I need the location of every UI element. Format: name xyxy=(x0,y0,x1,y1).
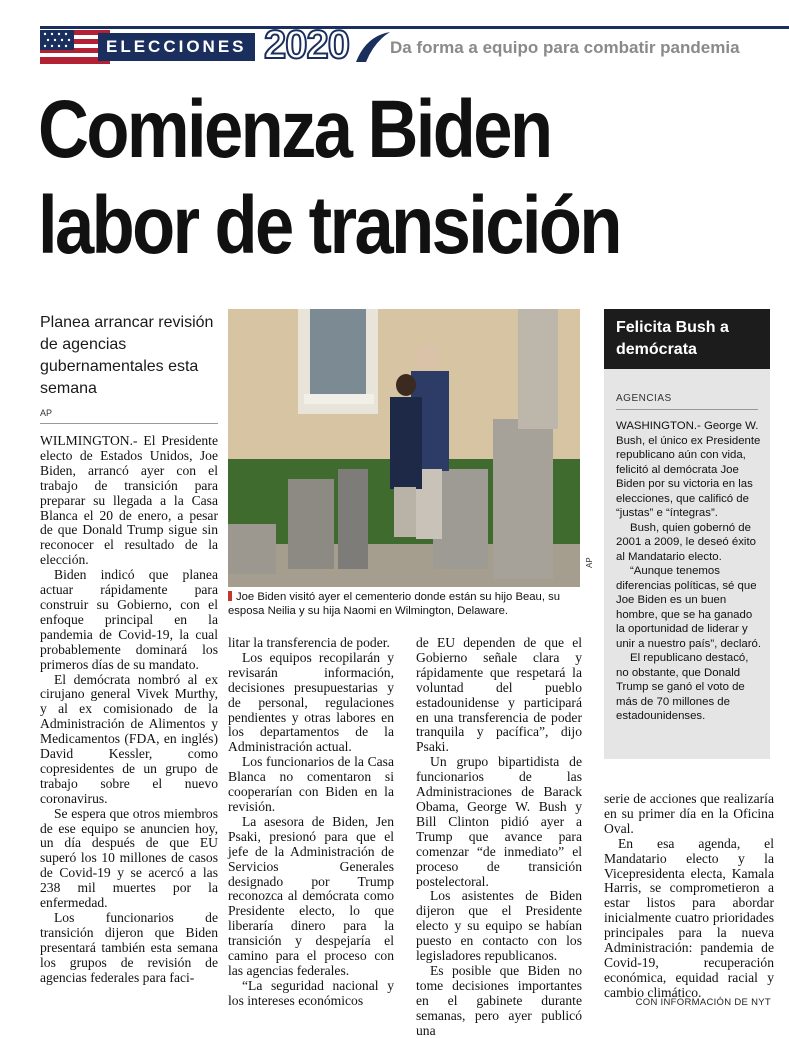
paragraph: Un grupo bipartidista de funcionarios de las Administraciones de Barack Obama, George W. Bush y Bill Clinton pidió ayer a Trump que avance para comenzar “de inmediato” el proceso de transición postelectoral. xyxy=(416,754,582,889)
paragraph: litar la transferencia de poder. xyxy=(228,635,390,650)
sidebar-title: Felicita Bush a demócrata xyxy=(604,309,770,369)
sidebar-divider xyxy=(616,409,758,410)
paragraph: Es posible que Biden no tome decisiones importantes en el gabinete durante semanas, pero ayer publicó una xyxy=(416,962,582,1038)
caption-text: Joe Biden visitó ayer el cementerio donde están su hijo Beau, su esposa Neilia y su hija Naomi en Wilmington, Delaware. xyxy=(228,591,561,617)
article-column-4 xyxy=(604,792,774,1001)
paragraph: de EU dependen de que el Gobierno señale clara y rápidamente que respetará la voluntad del pueblo estadounidense y participará en una transferencia de poder tranquila y pacífica”, dijo Psaki. xyxy=(416,635,582,755)
paragraph: El demócrata nombró al ex cirujano general Vivek Murthy, y al ex comisionado de la Administración de Alimentos y Medicamentos (FDA, en inglés) David Kessler, como copresidentes de un grupo de trabajo sobre el nuevo coronavirus. xyxy=(40,671,218,806)
headline-line-2: labor de transición xyxy=(38,180,620,271)
sidebar-source: AGENCIAS xyxy=(616,393,672,404)
article-column-1 xyxy=(40,434,218,986)
paragraph: En esa agenda, el Mandatario electo y la Vicepresidenta electa, Kamala Harris, se comprometieron a estar listos para abordar inicialmente cuatro prioridades principales para la nueva Administración: pandemia de Covid-19, recuperación económica, equidad racial y cambio climático. xyxy=(604,835,774,1000)
header-rule xyxy=(40,26,789,29)
swoosh-graphic xyxy=(352,30,392,64)
section-header xyxy=(0,0,789,66)
news-photo xyxy=(228,309,580,587)
paragraph: Los asistentes de Biden dijeron que el Presidente electo y su equipo se habían puesto en contacto con los legisladores republicanos. xyxy=(416,888,582,964)
paragraph: serie de acciones que realizaría en su primer día en la Oficina Oval. xyxy=(604,791,774,836)
section-label: ELECCIONES xyxy=(98,33,255,61)
paragraph: “Aunque tenemos diferencias políticas, sé que Joe Biden es un buen hombre, que se ha ganado la oportunidad de liderar y unir a nuestro país”, declaró. xyxy=(616,565,761,650)
paragraph: Los funcionarios de la Casa Blanca no comentaron si cooperarían con Biden en la revisión. xyxy=(228,754,394,814)
deck-subheadline: Planea arrancar revisión de agencias gubernamentales esta semana xyxy=(40,314,214,397)
headline xyxy=(38,82,674,274)
paragraph: La asesora de Biden, Jen Psaki, presionó para que el jefe de la Administración de Servicios Generales designado por Trump reconozca al demócrata como Presidente electo, lo que liberaría dinero para la transición y despejaría el camino para el proceso con las agencias federales. xyxy=(228,813,394,978)
paragraph: Los equipos recopilarán y revisarán información, decisiones presupuestarias y de personal, regulaciones pendientes y otras labores en los departamentos de la Administración actual. xyxy=(228,649,394,755)
paragraph: Biden indicó que planea actuar rápidamente para construir su Gobierno, con el enfoque principal en la pandemia de Covid-19, la cual probablemente dominará los primeros días de su mandato. xyxy=(40,567,218,672)
paragraph: Bush, quien gobernó de 2001 a 2009, le deseó éxito al Mandatario electo. xyxy=(616,521,756,563)
paragraph: El republicano destacó, no obstante, que Donald Trump se ganó el voto de más de 70 millones de estadounidenses. xyxy=(616,652,749,722)
deck-byline: AP xyxy=(40,408,53,418)
paragraph: WASHINGTON.- George W. Bush, el único ex Presidente republicano aún con vida, felicitó al demócrata Joe Biden por su victoria en las elecciones, que calificó de “justas” e “íntegras”. xyxy=(616,420,761,519)
caption-marker xyxy=(228,591,232,601)
header-kicker: Da forma a equipo para combatir pandemia xyxy=(390,38,740,57)
deck-divider xyxy=(40,423,218,424)
paragraph: “La seguridad nacional y los intereses económicos xyxy=(228,977,394,1008)
paragraph: Se espera que otros miembros de ese equipo se anuncien hoy, un día después de que EU superó los 10 millones de casos de Covid-19 y se acercó a las 238 mil muertes por la enfermedad. xyxy=(40,805,218,911)
sidebar-body xyxy=(616,419,762,724)
paragraph: Los funcionarios de transición dijeron que Biden presentará también esta semana los grupos de revisión de agencias federales para faci- xyxy=(40,910,218,985)
photo-credit: AP xyxy=(585,557,594,568)
article-column-2 xyxy=(228,636,394,1009)
headline-line-1: Comienza Biden xyxy=(38,84,551,175)
article-signature: CON INFORMACIÓN DE NYT xyxy=(635,997,771,1008)
article-column-3 xyxy=(416,636,582,1038)
paragraph: WILMINGTON.- El Presidente electo de Estados Unidos, Joe Biden, arrancó ayer con el trabajo de transición para preparar su llegada a la Casa Blanca el 20 de enero, a pesar de que Donald Trump sigue sin reconocer el resultado de la elección. xyxy=(40,433,218,568)
photo-caption xyxy=(228,590,580,618)
sidebar-box xyxy=(604,309,770,759)
section-year: 2020 xyxy=(264,23,349,67)
